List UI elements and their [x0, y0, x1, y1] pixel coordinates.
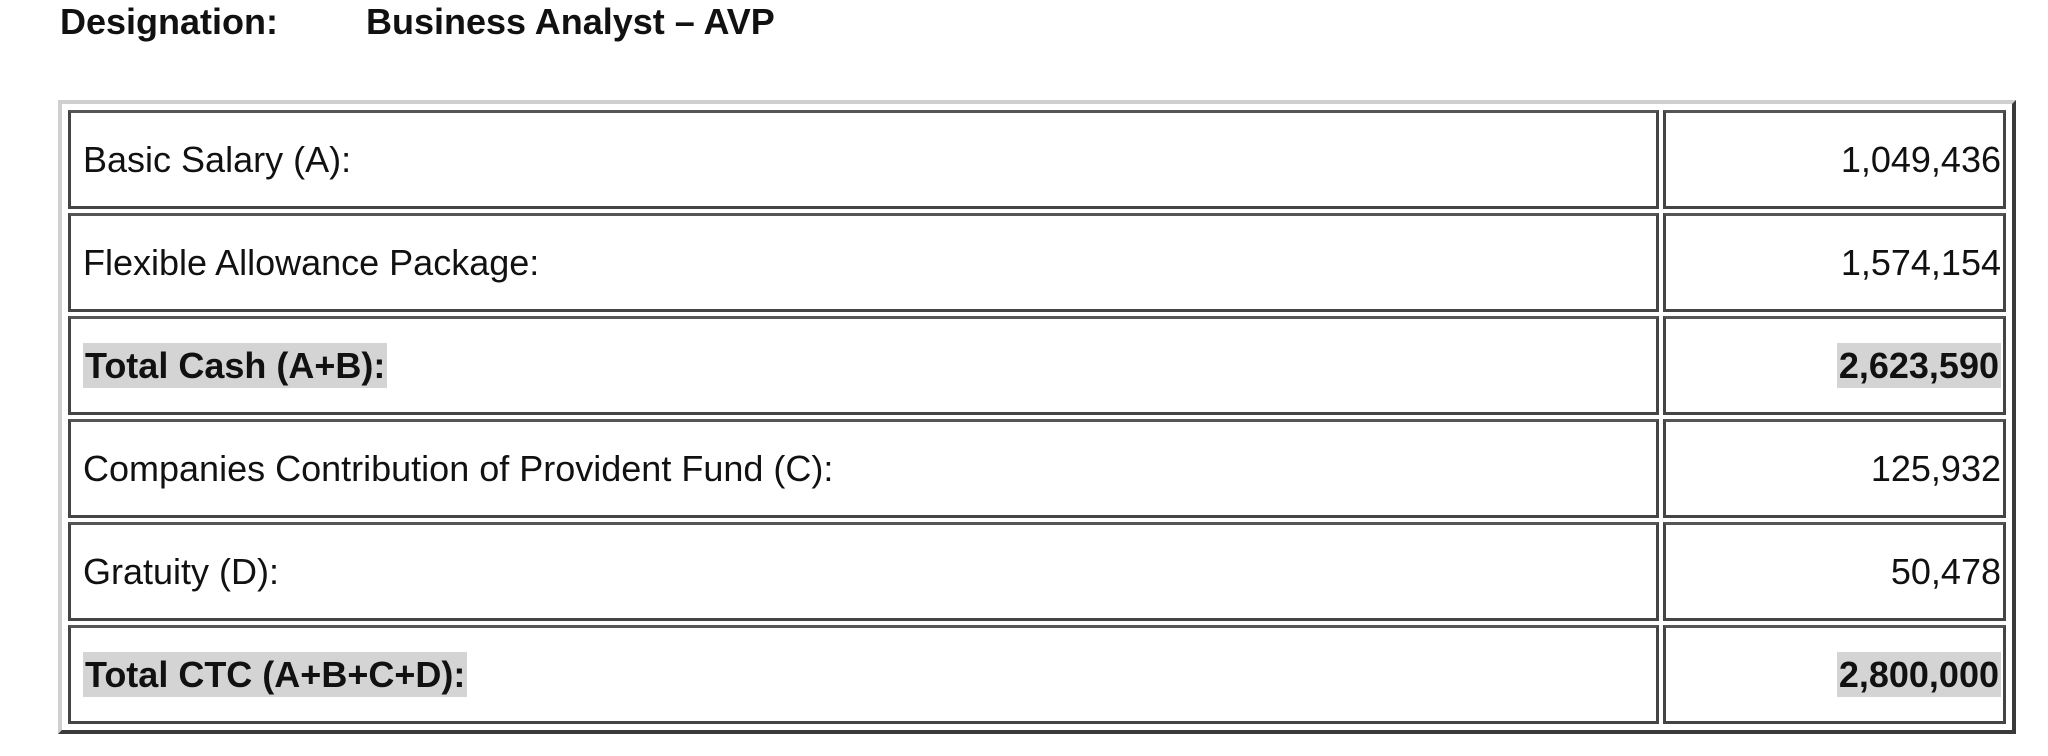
- row-label-cell: [68, 522, 1659, 621]
- row-value: 50,478: [1890, 550, 2001, 592]
- row-value-cell: [1663, 522, 2006, 621]
- row-label: Companies Contribution of Provident Fund (C):: [83, 447, 834, 489]
- total-cash-value: 2,623,590: [1838, 344, 1999, 386]
- row-value: 1,574,154: [1840, 241, 2001, 283]
- row-label-cell: [68, 419, 1659, 518]
- total-cash-label: Total Cash (A+B):: [85, 344, 386, 386]
- designation-line: [60, 0, 775, 44]
- designation-value: Business Analyst – AVP: [366, 1, 775, 42]
- row-value-cell: [1663, 419, 2006, 518]
- total-ctc-label: Total CTC (A+B+C+D):: [85, 653, 466, 695]
- table-row-provident-fund: [68, 419, 2006, 518]
- designation-label: Designation:: [60, 1, 279, 42]
- row-value-cell: [1663, 625, 2006, 724]
- row-label-cell: [68, 213, 1659, 312]
- row-value: 125,932: [1870, 447, 2001, 489]
- table-row-total-cash: [68, 316, 2006, 415]
- table-row-flexible-allowance: [68, 213, 2006, 312]
- compensation-table: [64, 106, 2010, 728]
- row-label-cell: [68, 110, 1659, 209]
- row-value-cell: [1663, 110, 2006, 209]
- row-label: Gratuity (D):: [83, 550, 280, 592]
- compensation-table-frame: [58, 100, 2016, 734]
- table-row-gratuity: [68, 522, 2006, 621]
- row-value: 1,049,436: [1840, 138, 2001, 180]
- row-label: Flexible Allowance Package:: [83, 241, 540, 283]
- row-value-cell: [1663, 316, 2006, 415]
- row-label-cell: [68, 316, 1659, 415]
- total-ctc-value: 2,800,000: [1838, 653, 1999, 695]
- row-label-cell: [68, 625, 1659, 724]
- table-row-basic-salary: [68, 110, 2006, 209]
- row-value-cell: [1663, 213, 2006, 312]
- row-label: Basic Salary (A):: [83, 138, 352, 180]
- table-row-total-ctc: [68, 625, 2006, 724]
